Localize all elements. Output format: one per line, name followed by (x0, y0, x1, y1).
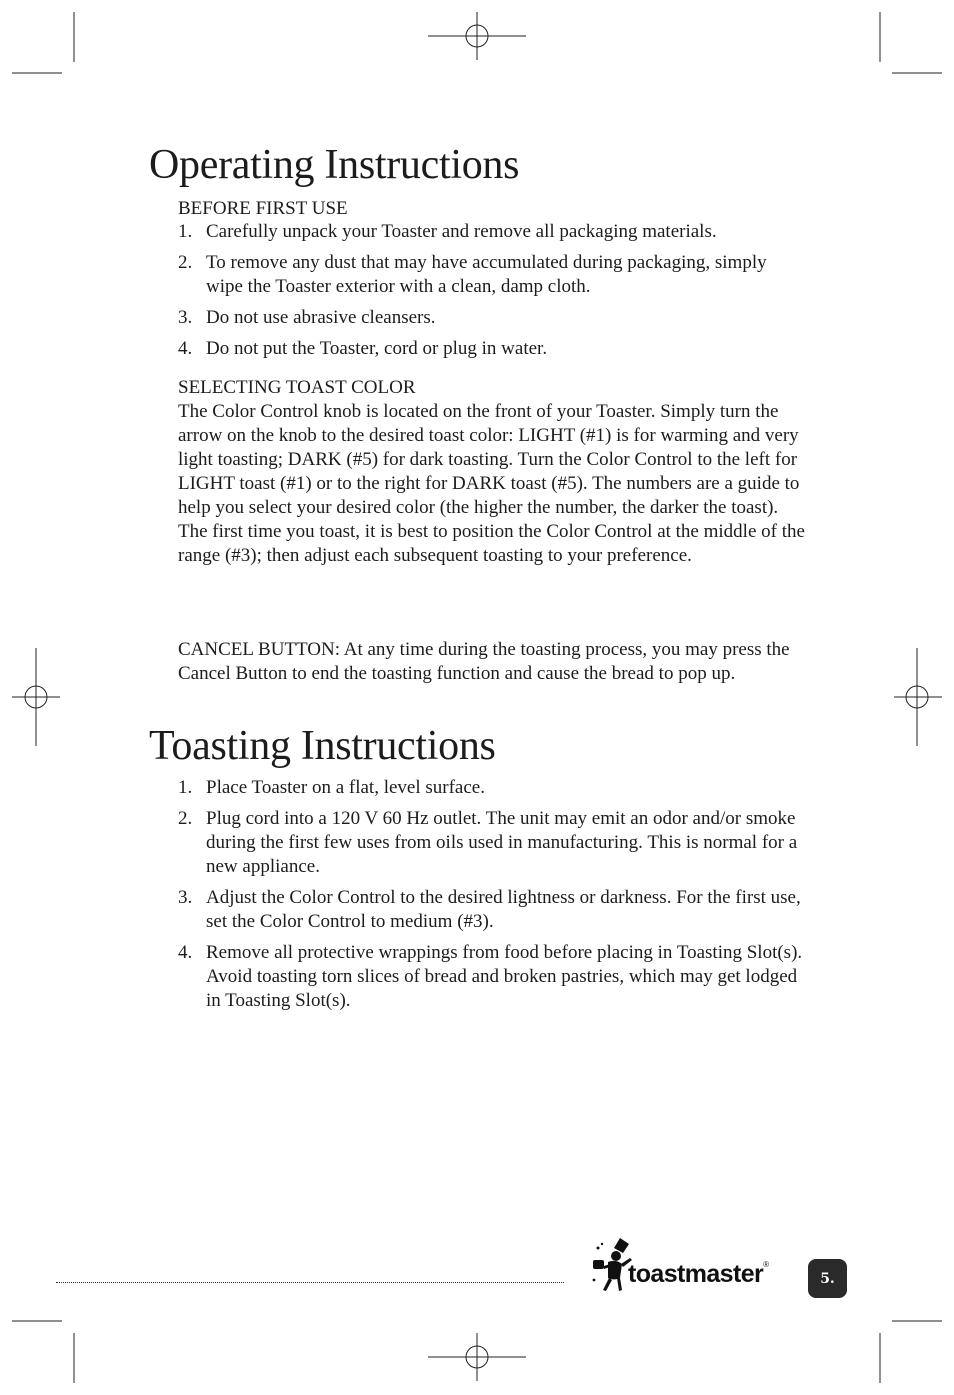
list-item (178, 220, 808, 244)
page-number-badge: 5. (808, 1259, 847, 1298)
step-number: 3. (178, 887, 193, 908)
cancel-button-text: CANCEL BUTTON: At any time during the toasting process, you may press the Cancel Button to end the toasting function and cause the bread to pop up. (178, 639, 790, 684)
footer-dotted-rule (56, 1282, 564, 1283)
list-item (178, 807, 808, 879)
step-number: 3. (178, 307, 193, 328)
toastmaster-logo (590, 1236, 800, 1302)
list-item (178, 776, 808, 800)
step-text: Carefully unpack your Toaster and remove all packaging materials. (206, 221, 717, 242)
step-text: Remove all protective wrappings from food before placing in Toasting Slot(s). Avoid toasting torn slices of bread and broken pastries, which may get lodged in Toasting Slot(s). (206, 942, 803, 1011)
step-number: 2. (178, 808, 193, 829)
step-text: Adjust the Color Control to the desired lightness or darkness. For the first use, set the Color Control to medium (#3). (206, 887, 801, 932)
before-first-use-list (178, 220, 808, 368)
step-text: Plug cord into a 120 V 60 Hz outlet. The unit may emit an odor and/or smoke during the first few uses from oils used in manufacturing. This is normal for a new appliance. (206, 808, 798, 877)
brand-wordmark (628, 1260, 768, 1289)
list-item (178, 337, 808, 361)
brand-name: toastmaster (628, 1260, 764, 1288)
step-number: 4. (178, 338, 193, 359)
step-number: 2. (178, 252, 193, 273)
list-item (178, 251, 808, 299)
step-number: 1. (178, 777, 193, 798)
step-text: Do not put the Toaster, cord or plug in water. (206, 338, 548, 359)
step-text: Do not use abrasive cleansers. (206, 307, 436, 328)
selecting-toast-color-text: The Color Control knob is located on the front of your Toaster. Simply turn the arrow on the knob to the desired toast color: LIGHT (#1) is for warming and very light toasting; DARK (#5) for dark toasting. Turn the Color Control to the left for LIGHT toast (#1) or to the right for DARK toast (#5). The numbers are a guide to help you select your desired color (the higher the number, the darker the toast). The first time you toast, it is best to position the Color Control at the middle of the range (#3); then adjust each subsequent toasting to your preference. (178, 401, 805, 566)
operating-instructions-title: Operating Instructions (149, 142, 520, 188)
list-item (178, 306, 808, 330)
registered-mark: ® (763, 1260, 769, 1269)
before-first-use-label: BEFORE FIRST USE (178, 198, 348, 219)
list-item (178, 886, 808, 934)
selecting-toast-color-label: SELECTING TOAST COLOR (178, 377, 416, 398)
step-number: 1. (178, 221, 193, 242)
toasting-steps-list (178, 776, 808, 1020)
step-text: Place Toaster on a flat, level surface. (206, 777, 485, 798)
step-number: 4. (178, 942, 193, 963)
step-text: To remove any dust that may have accumulated during packaging, simply wipe the Toaster exterior with a clean, damp cloth. (206, 252, 767, 297)
list-item (178, 941, 808, 1013)
toasting-instructions-title: Toasting Instructions (149, 723, 496, 769)
